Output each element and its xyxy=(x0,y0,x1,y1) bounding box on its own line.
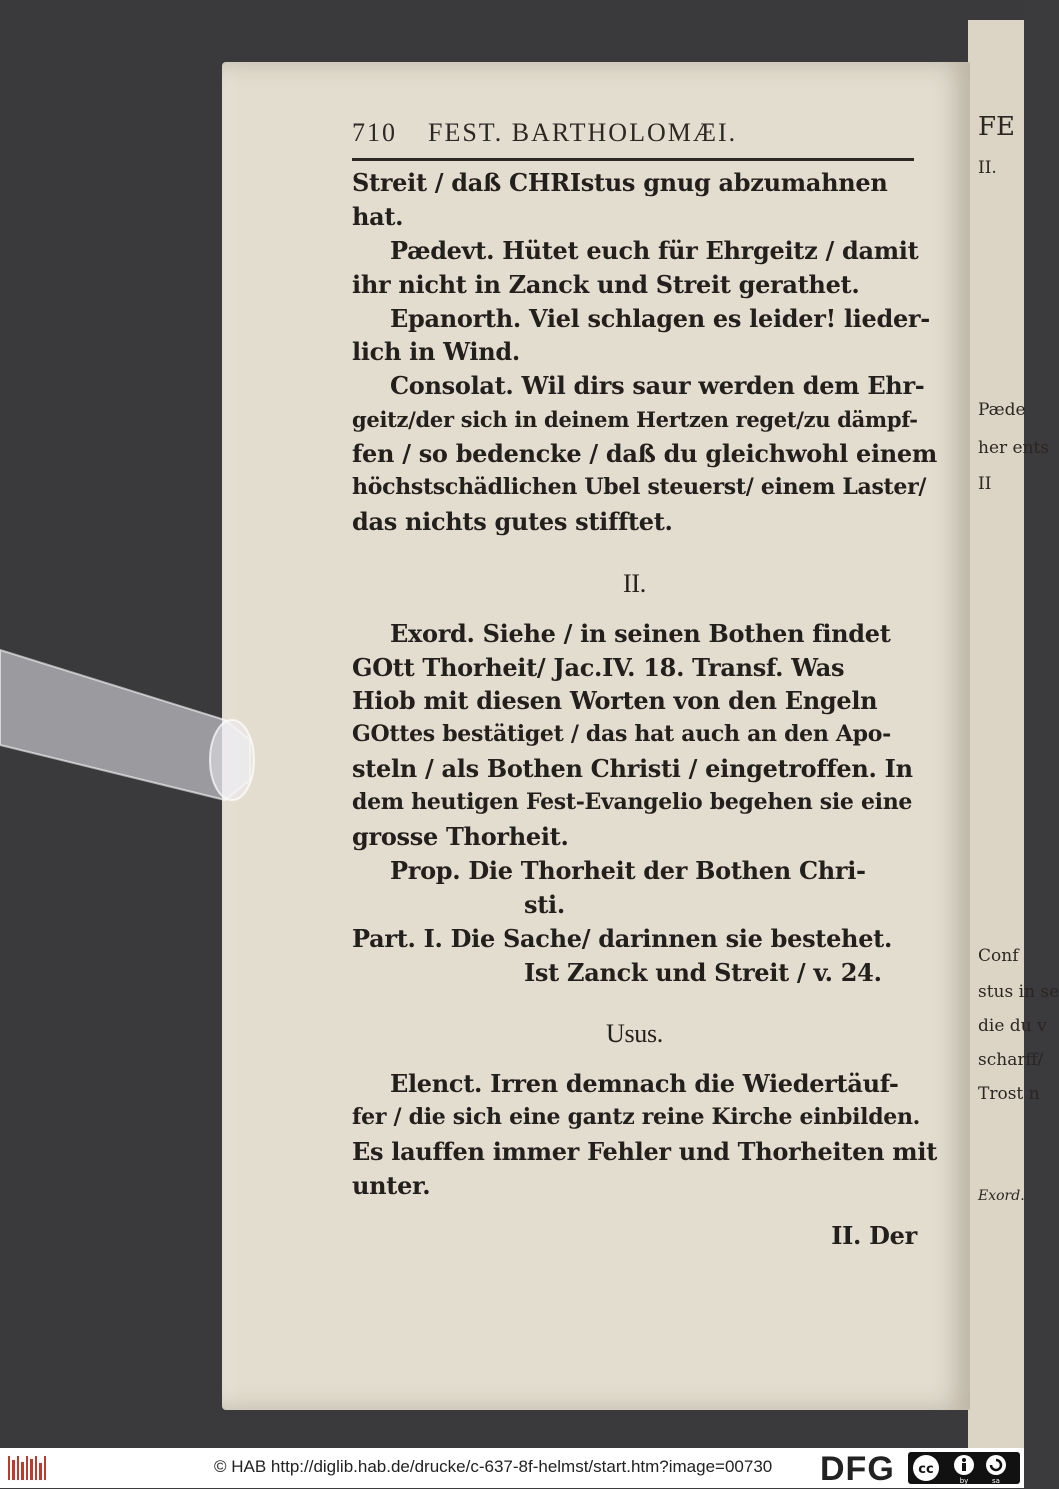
facing-page-edge xyxy=(968,20,1059,1448)
page-text xyxy=(352,166,937,1253)
text-line: GOttes bestätiget / das hat auch an den Apo- xyxy=(352,721,891,748)
page-number: 710 xyxy=(352,118,397,147)
text-line: grosse Thorheit. xyxy=(352,822,569,852)
text-line: Elenct. Irren demnach die Wiedertäuf- xyxy=(390,1069,899,1099)
spacer xyxy=(352,539,917,567)
proposition-line: Prop. Die Thorheit der Bothen Chri- xyxy=(390,855,866,885)
spacer xyxy=(352,989,917,1017)
spacer xyxy=(352,1051,917,1067)
hab-logo-icon xyxy=(8,1454,48,1482)
facing-fragment: II. xyxy=(978,158,997,178)
facing-fragment: Exord. xyxy=(978,1188,1025,1204)
cc-license-icon[interactable] xyxy=(908,1452,1020,1484)
text-line: Hiob mit diesen Worten von den Engeln xyxy=(352,686,878,716)
text-line: lich in Wind. xyxy=(352,337,520,367)
proposition-line: sti. xyxy=(524,889,565,919)
text-line: geitz/der sich in deinem Hertzen reget/zu dämpf- xyxy=(352,407,918,433)
facing-fragment: scharff/ xyxy=(978,1050,1044,1070)
catchword: II. Der xyxy=(831,1220,917,1250)
text-line: fer / die sich eine gantz reine Kirche einbilden. xyxy=(352,1104,921,1131)
text-line: höchstschädlichen Ubel steuerst/ einem Laster/ xyxy=(352,474,927,501)
header-rule xyxy=(352,158,914,161)
spacer xyxy=(352,1203,917,1219)
spacer xyxy=(352,601,917,617)
text-line: Exord. Siehe / in seinen Bothen findet xyxy=(390,618,891,648)
running-header xyxy=(352,118,912,158)
text-line: hat. xyxy=(352,201,404,231)
dfg-logo: DFG xyxy=(820,1450,895,1488)
part-line: Ist Zanck und Streit / v. 24. xyxy=(524,957,882,987)
facing-fragment: Trost n xyxy=(978,1084,1040,1104)
section-heading: Usus. xyxy=(605,1019,663,1049)
text-line: fen / so bedencke / daß du gleichwohl einem xyxy=(352,439,937,469)
text-line: Epanorth. Viel schlagen es leider! lieder- xyxy=(390,303,930,333)
facing-fragment: Pæde xyxy=(978,400,1026,420)
text-line: Streit / daß CHRIstus gnug abzumahnen xyxy=(352,168,888,197)
text-line: unter. xyxy=(352,1171,431,1201)
text-line: Pædevt. Hütet euch für Ehrgeitz / damit xyxy=(390,235,919,265)
running-title: FEST. BARTHOLOMÆI. xyxy=(428,118,738,147)
cc-sa-label: sa xyxy=(992,1477,1000,1485)
svg-text:cc: cc xyxy=(918,1462,934,1477)
part-line: Part. I. Die Sache/ darinnen sie bestehet. xyxy=(352,923,893,953)
facing-fragment: her ents xyxy=(978,438,1050,458)
facing-fragment: die du v xyxy=(978,1016,1047,1036)
facing-fragment: Conf xyxy=(978,946,1019,966)
text-line: GOtt Thorheit/ Jac.IV. 18. Transf. Was xyxy=(352,652,845,682)
facing-fragment: FE xyxy=(978,112,1016,142)
facing-fragment: stus in se xyxy=(978,982,1059,1002)
footer-bar xyxy=(0,1448,1024,1488)
copyright-link[interactable]: © HAB http://diglib.hab.de/drucke/c-637-8f-helmst/start.htm?image=00730 xyxy=(214,1457,773,1476)
facing-fragment: II xyxy=(978,474,992,494)
section-number: II. xyxy=(623,568,646,598)
text-line: das nichts gutes stifftet. xyxy=(352,506,673,536)
text-line: dem heutigen Fest-Evangelio begehen sie eine xyxy=(352,789,913,816)
cc-by-label: by xyxy=(959,1477,969,1485)
text-line: Es lauffen immer Fehler und Thorheiten mit xyxy=(352,1137,937,1167)
text-line: steln / als Bothen Christi / eingetroffen. In xyxy=(352,754,913,784)
page-holder-clip xyxy=(0,640,260,810)
text-line: Consolat. Wil dirs saur werden dem Ehr- xyxy=(390,371,925,401)
text-line: ihr nicht in Zanck und Streit gerathet. xyxy=(352,269,860,299)
